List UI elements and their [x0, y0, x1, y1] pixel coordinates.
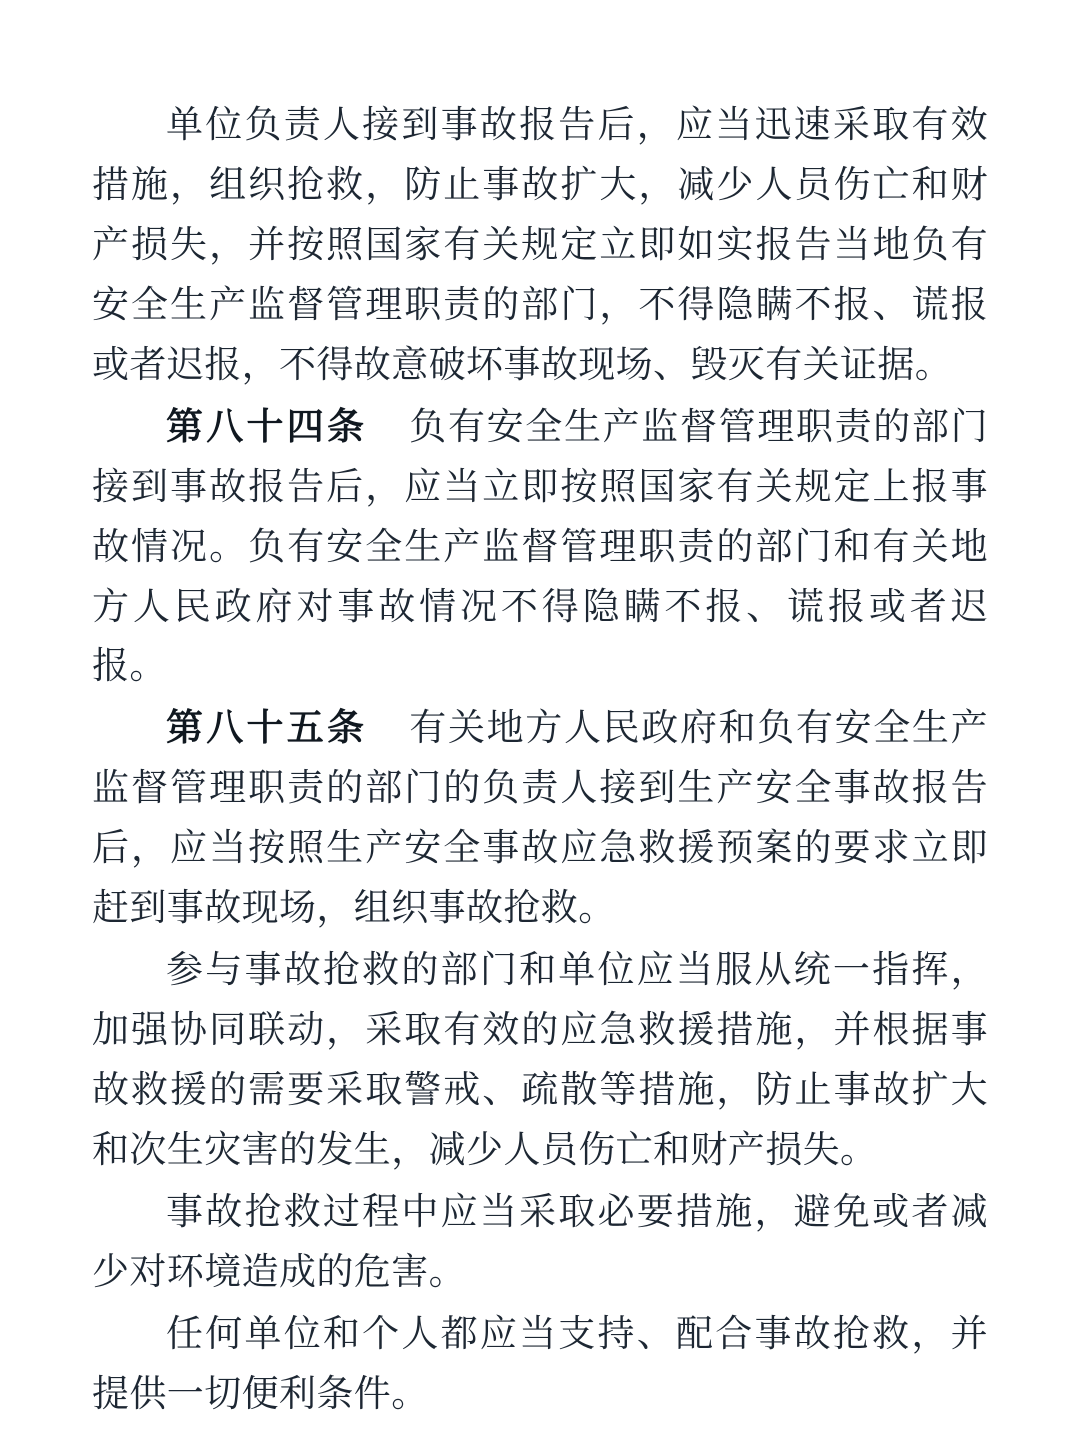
document-body [92, 96, 988, 1425]
article-number-84: 第八十四条 [166, 406, 368, 448]
article-text-84: 负有安全生产监督管理职责的部门接到事故报告后，应当立即按照国家有关规定上报事故情况。负有安全生产监督管理职责的部门和有关地方人民政府对事故情况不得隐瞒不报、谎报或者迟报。 [92, 406, 988, 688]
paragraph-environment: 事故抢救过程中应当采取必要措施，避免或者减少对环境造成的危害。 [92, 1191, 988, 1293]
paragraph-article-84 [92, 398, 988, 698]
paragraph-unit-responsible: 单位负责人接到事故报告后，应当迅速采取有效措施，组织抢救，防止事故扩大，减少人员伤亡和财产损失，并按照国家有关规定立即如实报告当地负有安全生产监督管理职责的部门，不得隐瞒不报、谎报或者迟报，不得故意破坏事故现场、毁灭有关证据。 [92, 105, 988, 386]
article-heading-85 [166, 708, 408, 749]
article-heading-84 [166, 407, 408, 448]
paragraph-joint-rescue: 参与事故抢救的部门和单位应当服从统一指挥，加强协同联动，采取有效的应急救援措施，并根据事故救援的需要采取警戒、疏散等措施，防止事故扩大和次生灾害的发生，减少人员伤亡和财产损失。 [92, 950, 988, 1171]
paragraph-article-85 [92, 699, 988, 939]
article-text-85: 有关地方人民政府和负有安全生产监督管理职责的部门的负责人接到生产安全事故报告后，应当按照生产安全事故应急救援预案的要求立即赶到事故现场，组织事故抢救。 [92, 708, 988, 930]
paragraph-support: 任何单位和个人都应当支持、配合事故抢救，并提供一切便利条件。 [92, 1313, 988, 1415]
article-number-85: 第八十五条 [166, 708, 368, 750]
